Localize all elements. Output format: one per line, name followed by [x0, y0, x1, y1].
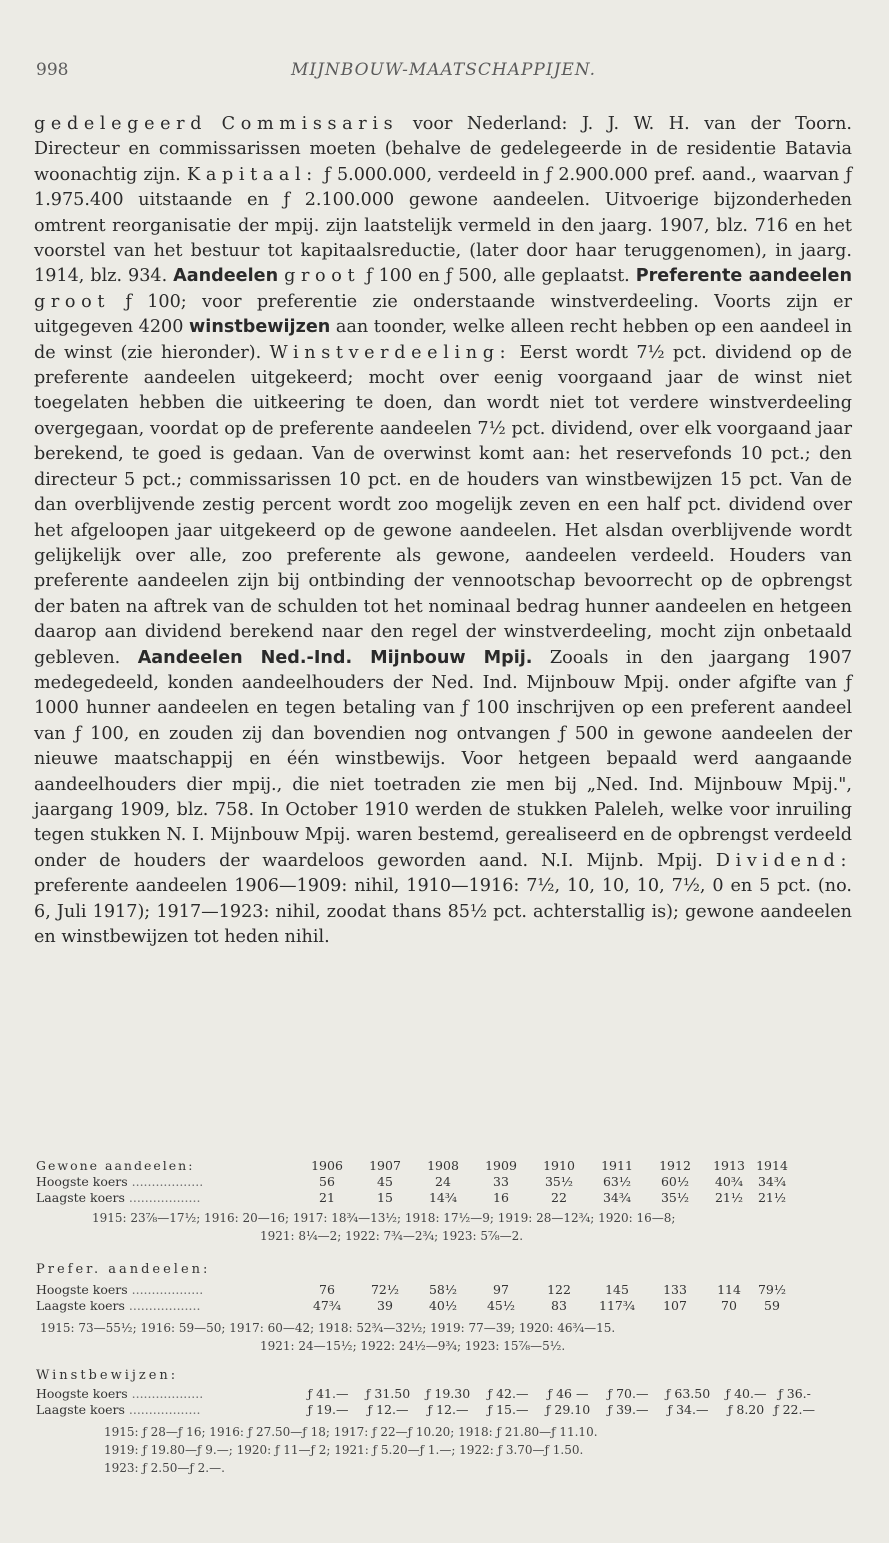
table-row — [36, 1190, 790, 1206]
text-run: voor Nederland: J. J. W. H. van der Toorn. Directeur en commissarissen moeten (behalve de gedelegeerde in de residentie Batavia woonachtig zijn. — [34, 114, 853, 185]
running-title: MIJNBOUW-MAATSCHAPPIJEN. — [291, 60, 596, 80]
year-header: 1906 — [311, 1158, 343, 1173]
table-row — [36, 1386, 815, 1402]
table-cell: ƒ 8.20 — [727, 1402, 765, 1417]
table-cell: 16 — [493, 1190, 509, 1205]
table-cell: 22 — [551, 1190, 567, 1205]
prefer-heading: Prefer. aandeelen: — [36, 1262, 211, 1277]
table-cell: 117¾ — [599, 1298, 635, 1313]
page-number: 998 — [36, 60, 69, 80]
table-cell: 14¾ — [428, 1190, 458, 1205]
table-cell: 70 — [721, 1298, 737, 1313]
table-cell: 58½ — [428, 1282, 458, 1297]
row-label: Hoogste koers .................. — [36, 1282, 204, 1297]
winst-note-3: 1923: ƒ 2.50—ƒ 2.—. — [104, 1461, 225, 1475]
table-row — [36, 1298, 790, 1314]
table-cell: 21½ — [757, 1190, 787, 1205]
table-cell: 21½ — [714, 1190, 744, 1205]
table-cell: ƒ 34.— — [667, 1402, 709, 1417]
spaced-term: groot — [284, 266, 361, 287]
table-cell: ƒ 70.— — [607, 1386, 649, 1401]
table-cell: ƒ 12.— — [367, 1402, 409, 1417]
table-cell: 40¾ — [714, 1174, 744, 1189]
year-header: 1910 — [543, 1158, 575, 1173]
text-run: preferente aandeelen 1906—1909: nihil, 1910—1916: 7½, 10, 10, 10, 7½, 0 en 5 pct. (no. 6, Juli 1917); 1917—1923: nihil, zoodat thans 85½ pct. achterstallig is); gewone aandeelen en winstbewijzen tot heden nihil. — [34, 876, 852, 947]
bold-term: winstbewijzen — [189, 317, 331, 338]
text-run: Eerst wordt 7½ pct. dividend op de preferente aandeelen uitgekeerd; mocht over eenig voorgaand jaar de winst niet toegelaten hebben die uitkeering te doen, dan wordt niet tot verdere winstverdeeling overgegaan, voordat op de preferente aandeelen 7½ pct. dividend, over elk voorgaand jaar berekend, te goed is gedaan. Van de overwinst komt aan: het reservefonds 10 pct.; den directeur 5 pct.; commissarissen 10 pct. en de houders van winstbewijzen 15 pct. Van de dan overblijvende zestig percent wordt zoo mogelijk zeven en een half pct. dividend over het afgeloopen jaar uitgekeerd op de gewone aandeelen. Het alsdan overblijvende wordt gelijkelijk over alle, zoo preferente als gewone, aandeelen verdeeld. Houders van preferente aandeelen zijn bij ontbinding der vennootschap bevoorrecht op de opbrengst der baten na aftrek van de schulden tot het nominaal bedrag hunner aandeelen en hetgeen daarop aan dividend berekend naar den regel der winstverdeeling, mocht zijn onbetaald gebleven. — [34, 342, 852, 668]
prefer-koers-table — [36, 1282, 790, 1314]
text-run: aan toonder, welke alleen recht hebben op een aandeel in de winst (zie hieronder). — [34, 317, 853, 363]
year-header: 1911 — [601, 1158, 633, 1173]
table-cell: ƒ 46 — — [547, 1386, 589, 1401]
gewone-note-2: 1921: 8¼—2; 1922: 7¾—2¾; 1923: 5⅞—2. — [260, 1229, 524, 1243]
row-label: Laagste koers .................. — [36, 1190, 201, 1205]
table-cell: 47¾ — [312, 1298, 342, 1313]
table-cell: ƒ 19.— — [307, 1402, 349, 1417]
year-header: 1912 — [659, 1158, 691, 1173]
gewone-note-1: 1915: 23⅞—17½; 1916: 20—16; 1917: 18¾—13½; 1918: 17½—9; 1919: 28—12¾; 1920: 16—8; — [92, 1211, 676, 1225]
winst-note-2: 1919: ƒ 19.80—ƒ 9.—; 1920: ƒ 11—ƒ 2; 1921: ƒ 5.20—ƒ 1.—; 1922: ƒ 3.70—ƒ 1.50. — [104, 1443, 584, 1457]
spaced-term: Kapitaal: — [187, 164, 318, 185]
winst-heading: Winstbewijzen: — [36, 1368, 179, 1383]
table-cell: 45 — [377, 1174, 393, 1189]
table-cell: 145 — [605, 1282, 629, 1297]
bold-term: Preferente aandeelen — [635, 266, 852, 287]
spaced-term: gedelegeerd — [34, 114, 208, 134]
table-cell: ƒ 40.— — [725, 1386, 767, 1401]
table-cell: 114 — [717, 1282, 741, 1297]
table-cell: 122 — [547, 1282, 571, 1297]
table-cell: 33 — [493, 1174, 509, 1189]
table-cell: ƒ 15.— — [487, 1402, 529, 1417]
spaced-term: Dividend: — [715, 850, 853, 871]
text-run: ƒ 100 en ƒ 500, alle geplaatst. — [366, 266, 630, 287]
winst-koers-table — [36, 1386, 815, 1418]
table-cell: ƒ 41.— — [307, 1386, 349, 1401]
table-row — [36, 1402, 815, 1418]
text-run: ƒ 100; voor preferentie zie onderstaande winstverdeeling. Voorts zijn er uitgegeven 4200 — [34, 291, 852, 338]
table-cell: 83 — [551, 1298, 567, 1313]
winst-note-1: 1915: ƒ 28—ƒ 16; 1916: ƒ 27.50—ƒ 18; 1917: ƒ 22—ƒ 10.20; 1918: ƒ 21.80—ƒ 11.10. — [104, 1425, 598, 1439]
table-cell: 59 — [764, 1298, 780, 1313]
spaced-term: groot — [34, 291, 111, 312]
table-cell: 56 — [319, 1174, 335, 1189]
row-label: Laagste koers .................. — [36, 1298, 201, 1313]
year-header: 1909 — [485, 1158, 517, 1173]
table-heading: Gewone aandeelen: — [36, 1158, 195, 1173]
row-label: Hoogste koers .................. — [36, 1386, 204, 1401]
year-header: 1913 — [713, 1158, 745, 1173]
article-paragraph — [34, 112, 852, 950]
table-cell: 76 — [319, 1282, 335, 1297]
table-cell: 34¾ — [602, 1190, 632, 1205]
table-row — [36, 1158, 790, 1174]
table-cell: ƒ 29.10 — [545, 1402, 591, 1417]
table-cell: 60½ — [660, 1174, 690, 1189]
table-cell: 40½ — [428, 1298, 458, 1313]
table-cell: ƒ 22.— — [774, 1402, 815, 1417]
table-row — [36, 1174, 790, 1190]
table-cell: 79½ — [757, 1282, 787, 1297]
table-cell: 63½ — [602, 1174, 632, 1189]
table-cell: 24 — [435, 1174, 451, 1189]
bold-term: Aandeelen Ned.-Ind. Mijnbouw Mpij. — [137, 647, 533, 668]
year-header: 1908 — [427, 1158, 459, 1173]
row-label: Hoogste koers .................. — [36, 1174, 204, 1189]
table-cell: 21 — [319, 1190, 335, 1205]
table-cell: 133 — [663, 1282, 687, 1297]
gewone-koers-table — [36, 1158, 790, 1206]
text-run: ƒ 5.000.000, verdeeld in ƒ 2.900.000 pref. aand., waarvan ƒ 1.975.400 uitstaande en ƒ 2.100.000 gewone aandeelen. Uitvoerige bijzonderheden omtrent reorganisatie der mpij. zijn laatstelijk vermeld in den jaarg. 1907, blz. 716 en het voorstel van het bestuur tot kapitaalsreductie, (later door haar teruggenomen), in jaarg. 1914, blz. 934. — [34, 164, 853, 287]
year-header: 1907 — [369, 1158, 401, 1173]
table-cell: 34¾ — [757, 1174, 787, 1189]
spaced-term: Commissaris — [221, 114, 399, 134]
spaced-term: Winstverdeeling: — [269, 342, 512, 363]
prefer-note-2: 1921: 24—15½; 1922: 24½—9¾; 1923: 15⅞—5½. — [260, 1339, 566, 1353]
table-cell: 35½ — [544, 1174, 574, 1189]
year-header: 1914 — [756, 1158, 788, 1173]
table-cell: 39 — [377, 1298, 393, 1313]
table-cell: ƒ 39.— — [607, 1402, 649, 1417]
table-cell: ƒ 12.— — [427, 1402, 469, 1417]
table-cell: 45½ — [486, 1298, 516, 1313]
table-cell: ƒ 36.- — [778, 1386, 811, 1401]
table-cell: ƒ 63.50 — [665, 1386, 711, 1401]
table-cell: 15 — [377, 1190, 393, 1205]
article-text — [34, 112, 852, 950]
table-cell: 97 — [493, 1282, 509, 1297]
table-cell: ƒ 42.— — [487, 1386, 529, 1401]
bold-term: Aandeelen — [173, 266, 279, 287]
table-cell: ƒ 31.50 — [365, 1386, 411, 1401]
row-label: Laagste koers .................. — [36, 1402, 201, 1417]
prefer-note-1: 1915: 73—55½; 1916: 59—50; 1917: 60—42; 1918: 52¾—32½; 1919: 77—39; 1920: 46¾—15. — [40, 1321, 616, 1335]
table-cell: 35½ — [660, 1190, 690, 1205]
table-cell: 107 — [663, 1298, 687, 1313]
text-run: Zooals in den jaargang 1907 medegedeeld, konden aandeelhouders der Ned. Ind. Mijnbouw Mpij. onder afgifte van ƒ 1000 hunner aandeelen en tegen betaling van ƒ 100 inschrijven op een preferent aandeel van ƒ 100, en zouden zij dan bovendien nog ontvangen ƒ 500 in gewone aandeelen der nieuwe maatschappij en één winstbewijs. Voor hetgeen bepaald werd aangaande aandeelhouders dier mpij., die niet toetraden zie men bij „Ned. Ind. Mijnbouw Mpij.", jaargang 1909, blz. 758. In October 1910 werden de stukken Paleleh, welke voor inruiling tegen stukken N. I. Mijnbouw Mpij. waren bestemd, gerealiseerd en de opbrengst verdeeld onder de houders der waardeloos geworden aand. N.I. Mijnb. Mpij. — [34, 647, 853, 871]
table-cell: 72½ — [370, 1282, 400, 1297]
table-cell: ƒ 19.30 — [425, 1386, 471, 1401]
table-row — [36, 1282, 790, 1298]
